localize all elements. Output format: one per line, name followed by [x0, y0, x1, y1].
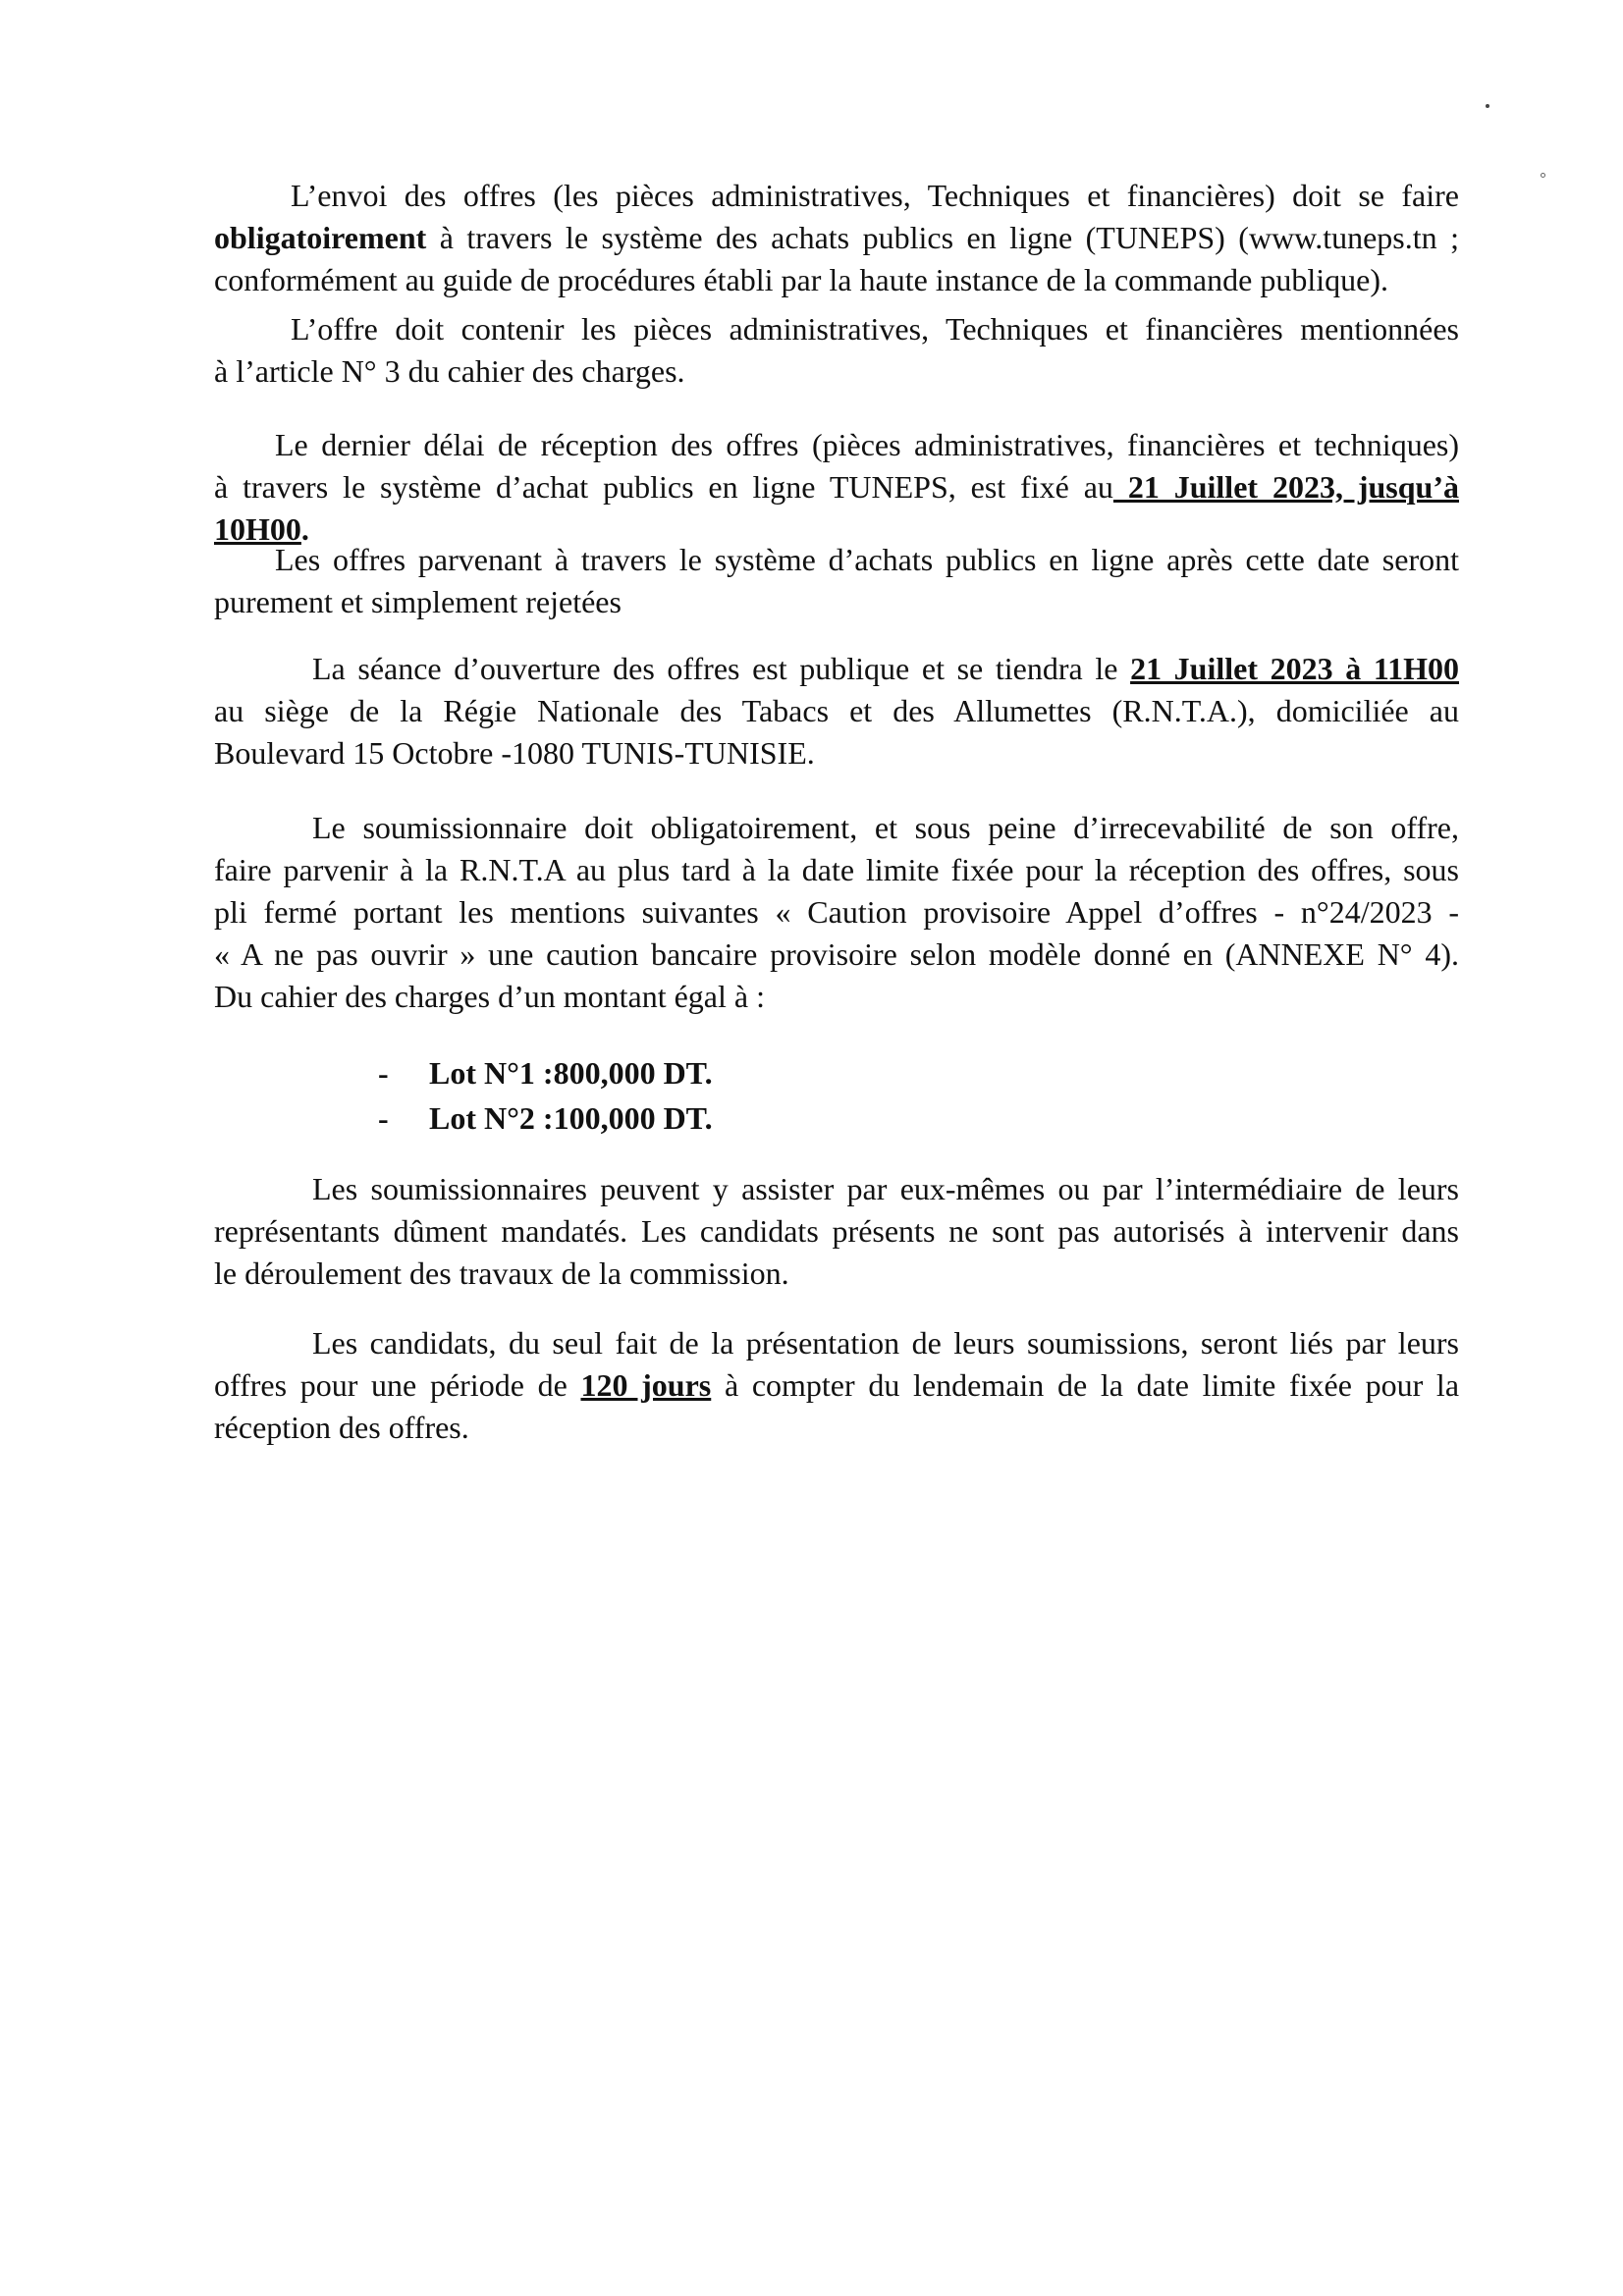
text-line: [214, 217, 1459, 259]
text-line: Les soumissionnaires peuvent y assister par eux-mêmes ou par l’intermédiaire de leurs: [312, 1171, 1459, 1206]
scan-speck: [1541, 173, 1545, 178]
text-line: purement et simplement rejetées: [214, 584, 622, 619]
text-line: Du cahier des charges d’un montant égal à :: [214, 979, 765, 1014]
text-line: Le soumissionnaire doit obligatoirement, et sous peine d’irrecevabilité de son offre,: [312, 810, 1459, 845]
paragraph-submission-method: [214, 175, 1459, 301]
text-run: .: [300, 511, 309, 547]
text-line: Boulevard 15 Octobre -1080 TUNIS-TUNISIE.: [214, 735, 815, 771]
text-line: L’offre doit contenir les pièces administratives, Techniques et financières mentionnées: [291, 311, 1459, 347]
text-line: à l’article N° 3 du cahier des charges.: [214, 353, 685, 389]
paragraph-attendance: [214, 1168, 1459, 1295]
paragraph-validity-period: [214, 1322, 1459, 1449]
text-line: réception des offres.: [214, 1410, 469, 1445]
deadline-date: 21 Juillet 2023, jusqu’à: [1112, 469, 1460, 505]
text-line: faire parvenir à la R.N.T.A au plus tard à la date limite fixée pour la réception des offres, sous: [214, 852, 1459, 887]
paragraph-provisional-guarantee: [214, 807, 1459, 1018]
text-run: à travers le système des achats publics en ligne (TUNEPS) (www.tuneps.tn ;: [426, 220, 1459, 255]
text-line: conformément au guide de procédures établi par la haute instance de la commande publique).: [214, 262, 1388, 297]
text-line: « A ne pas ouvrir » une caution bancaire provisoire selon modèle donné en (ANNEXE N° 4).: [214, 936, 1459, 972]
bullet-dash: -: [378, 1055, 389, 1091]
emphasis-text: obligatoirement: [214, 220, 427, 255]
text-line: [214, 1364, 1459, 1407]
validity-duration: 120 jours: [580, 1367, 712, 1403]
text-line: [214, 648, 1459, 690]
lot-label: Lot N°1 :800,000 DT.: [429, 1055, 713, 1091]
text-run: La séance d’ouverture des offres est publique et se tiendra le: [312, 651, 1131, 686]
deadline-time: 10H00: [214, 511, 301, 547]
scan-speck: [1486, 104, 1489, 108]
text-line: Les offres parvenant à travers le système d’achats publics en ligne après cette date seront: [275, 542, 1459, 577]
opening-date: 21 Juillet 2023 à 11H00: [1130, 651, 1460, 686]
text-line: représentants dûment mandatés. Les candidats présents ne sont pas autorisés à intervenir dans: [214, 1213, 1459, 1249]
text-line: Les candidats, du seul fait de la présentation de leurs soumissions, seront liés par leurs: [312, 1325, 1459, 1361]
text-line: le déroulement des travaux de la commission.: [214, 1255, 789, 1291]
text-line: pli fermé portant les mentions suivantes « Caution provisoire Appel d’offres - n°24/2023 -: [214, 894, 1459, 930]
list-item: [378, 1097, 713, 1143]
list-item: [378, 1052, 713, 1097]
text-line: au siège de la Régie Nationale des Tabacs et des Allumettes (R.N.T.A.), domiciliée au: [214, 693, 1459, 728]
text-line: [214, 466, 1459, 508]
text-line: L’envoi des offres (les pièces administratives, Techniques et financières) doit se faire: [291, 178, 1459, 213]
text-run: offres pour une période de: [214, 1367, 581, 1403]
paragraph-opening-session: [214, 648, 1459, 774]
paragraph-offer-contents: [214, 308, 1459, 393]
lot-label: Lot N°2 :100,000 DT.: [429, 1100, 713, 1136]
text-run: à travers le système d’achat publics en ligne TUNEPS, est fixé au: [214, 469, 1113, 505]
lot-amount-list: [378, 1052, 713, 1143]
text-run: à compter du lendemain de la date limite fixée pour la: [711, 1367, 1460, 1403]
paragraph-deadline: [214, 424, 1459, 551]
bullet-dash: -: [378, 1100, 389, 1136]
text-line: Le dernier délai de réception des offres (pièces administratives, financières et techniques): [275, 427, 1459, 462]
paragraph-late-offers: [214, 539, 1459, 623]
